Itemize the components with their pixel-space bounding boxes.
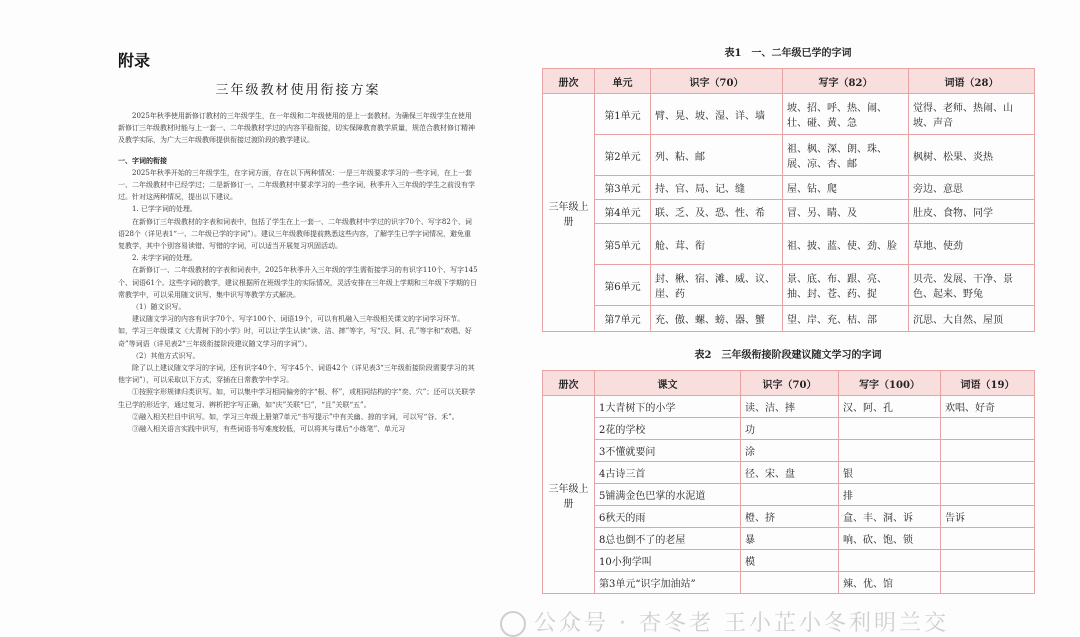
- column-header: 识字（70）: [741, 371, 839, 396]
- grade-cell: 三年级上册: [543, 94, 595, 332]
- table-row: [543, 224, 1035, 265]
- unit-cell: 第3单元: [595, 176, 651, 200]
- shi-cell: 模: [741, 550, 839, 572]
- table1-caption: 表1 一、二年级已学的字词: [724, 48, 852, 59]
- xie-cell: 银: [839, 462, 941, 484]
- sub-heading: （1）随文识写。: [132, 303, 186, 312]
- table-row: [543, 200, 1035, 224]
- shi-cell: 充、傲、螺、螃、器、蟹: [651, 306, 783, 332]
- lesson-cell: 2花的学校: [595, 418, 741, 440]
- lesson-cell: 10小狗学叫: [595, 550, 741, 572]
- table1: [542, 68, 1035, 332]
- body-paragraph: ①按照字形规律归类识写。如，可以集中学习相同偏旁的字“根、杯”，或相同结构的字“奕、穴”；还可以关联学生已学的形近字，通过复习、辨析把字写正确，如“庆”关联“巳”，“且”关联“五”。: [118, 388, 476, 409]
- ci-cell: [941, 418, 1035, 440]
- tables-page: [542, 0, 1034, 594]
- shi-cell: 读、洁、摔: [741, 396, 839, 418]
- unit-cell: 第1单元: [595, 94, 651, 135]
- table-row: [543, 484, 1035, 506]
- body-paragraph: 除了以上建议随文学习的字词，还有识字40个、写字45个、词语42个（详见表3“三年级衔接阶段需要学习的其他字词”），可以采取以下方式，穿插在日常教学中学习。: [118, 364, 475, 385]
- unit-cell: 第7单元: [595, 306, 651, 332]
- xie-cell: 祖、披、蓝、使、劲、脸: [783, 224, 909, 265]
- table-row: [543, 440, 1035, 462]
- lesson-cell: 第3单元“识字加油站”: [595, 572, 741, 594]
- lesson-cell: 3不懂就要问: [595, 440, 741, 462]
- shi-cell: 暴: [741, 528, 839, 550]
- body-paragraph: 2025年秋季开始的三年级学生，在字词方面，存在以下两种情况：一是三年级要求学习的一些字词，在上一套一、二年级教材中已经学过；二是新修订一、二年级教材中要求学习的一些字词，秋季升入三年级的学生之前没有学过。针对这两种情况，提出以下建议。: [118, 168, 475, 202]
- xie-cell: 辣、优、馆: [839, 572, 941, 594]
- column-header: 册次: [543, 371, 595, 396]
- table-row: [543, 418, 1035, 440]
- wechat-icon: [500, 611, 526, 637]
- xie-cell: [839, 440, 941, 462]
- document-title: 三年级教材使用衔接方案: [215, 83, 381, 98]
- body-paragraph: ③融入相关语言实践中识写，有些词语书写难度较低，可以将其与课后“小练笔”、单元习: [132, 425, 406, 434]
- unit-cell: 第4单元: [595, 200, 651, 224]
- table-row: [543, 306, 1035, 332]
- lesson-cell: 6秋天的雨: [595, 506, 741, 528]
- ci-cell: 肚皮、食物、同学: [909, 200, 1035, 224]
- table-row: [543, 135, 1035, 176]
- xie-cell: 盒、丰、洞、诉: [839, 506, 941, 528]
- table-row: [543, 396, 1035, 418]
- xie-cell: 望、岸、充、桔、部: [783, 306, 909, 332]
- watermark: [500, 606, 949, 637]
- unit-cell: 第2单元: [595, 135, 651, 176]
- body-paragraph: 在新修订三年级教材的字表和词表中，包括了学生在上一套一、二年级教材中学过的识字70个、写字82个、词语28个（详见表1“一、二年级已学的字词”）。建议三年级教师提前熟悉这些内容，了解学生已学字词情况，避免重复教学，其中个别容易读错、写错的字词，可以适当开展复习巩固活动。: [118, 217, 472, 251]
- table-row: [543, 506, 1035, 528]
- lesson-cell: 8总也倒不了的老屋: [595, 528, 741, 550]
- ci-cell: 觉得、老师、热闹、山坡、声音: [909, 94, 1035, 135]
- column-header: 册次: [543, 69, 595, 94]
- shi-cell: 涂: [741, 440, 839, 462]
- xie-cell: 屋、钻、爬: [783, 176, 909, 200]
- lesson-cell: 4古诗三首: [595, 462, 741, 484]
- body-paragraph: ②融入相关栏目中识写。如，学习三年级上册第7单元“书写提示”中有关幽、掠的字词，可以写“谷、禾”。: [132, 412, 459, 421]
- body-paragraph: 建议随文学习的内容有识字70个、写字100个、词语19个，可以有机融入三年级相关课文的字词学习环节。如，学习三年级课文《大青树下的小学》时，可以让学生认读“读、洁、摔”等字，写“汉、阿、孔”等字和“欢唱、好奇”等词语（详见表2“三年级衔接阶段建议随文学习的字词”）。: [118, 315, 472, 348]
- sub-heading: （2）其他方式识写。: [132, 351, 200, 360]
- sub-heading: 2. 未学字词的处理。: [132, 254, 197, 263]
- xie-cell: [839, 418, 941, 440]
- xie-cell: 响、砍、饱、锁: [839, 528, 941, 550]
- shi-cell: 联、乏、及、恐、性、希: [651, 200, 783, 224]
- column-header: 词语（28）: [909, 69, 1035, 94]
- shi-cell: 径、宋、盘: [741, 462, 839, 484]
- section-heading: 一、字词的衔接: [118, 155, 167, 165]
- ci-cell: [941, 550, 1035, 572]
- column-header: 写字（82）: [783, 69, 909, 94]
- ci-cell: 贝壳、发展、干净、景色、起来、野兔: [909, 265, 1035, 306]
- ci-cell: 告诉: [941, 506, 1035, 528]
- table-row: [543, 462, 1035, 484]
- column-header: 识字（70）: [651, 69, 783, 94]
- xie-cell: 冒、另、睛、及: [783, 200, 909, 224]
- ci-cell: 草地、使劲: [909, 224, 1035, 265]
- shi-cell: 橙、挤: [741, 506, 839, 528]
- ci-cell: [941, 484, 1035, 506]
- xie-cell: 坡、招、呼、热、闹、壮、碰、黄、急: [783, 94, 909, 135]
- shi-cell: 舱、茸、衔: [651, 224, 783, 265]
- table-row: [543, 94, 1035, 135]
- xie-cell: 景、底、布、跟、亮、抽、封、苍、药、捉: [783, 265, 909, 306]
- table2-caption: 表2 三年级衔接阶段建议随文学习的字词: [694, 350, 882, 361]
- table-row: [543, 176, 1035, 200]
- column-header: 词语（19）: [941, 371, 1035, 396]
- lesson-cell: 5铺满金色巴掌的水泥道: [595, 484, 741, 506]
- shi-cell: 封、楸、宿、滩、威、议、崖、药: [651, 265, 783, 306]
- table-header-row: [543, 69, 1035, 94]
- column-header: 写字（100）: [839, 371, 941, 396]
- table-header-row: [543, 371, 1035, 396]
- shi-cell: [741, 572, 839, 594]
- appendix-page: [118, 48, 478, 435]
- ci-cell: [941, 440, 1035, 462]
- ci-cell: [941, 572, 1035, 594]
- ci-cell: [941, 462, 1035, 484]
- table-row: [543, 528, 1035, 550]
- sub-heading: 1. 已学字词的处理。: [132, 205, 197, 214]
- ci-cell: 旁边、意思: [909, 176, 1035, 200]
- intro-paragraph: 2025年秋季使用新修订教材的三年级学生，在一年级和二年级使用的是上一套教材。为确保三年级学生在使用新修订三年级教材时能与上一套一、二年级教材学过的内容平稳衔接，切实保障教育教学质量，规范合教材修订精神及教学实际，为广大三年级教师提供衔接过渡阶段的教学建议。: [118, 112, 475, 145]
- table-row: [543, 265, 1035, 306]
- xie-cell: 排: [839, 484, 941, 506]
- unit-cell: 第5单元: [595, 224, 651, 265]
- ci-cell: 枫树、松果、炎热: [909, 135, 1035, 176]
- shi-cell: 臂、晃、坡、湿、详、墙: [651, 94, 783, 135]
- ci-cell: 沉思、大自然、屋顶: [909, 306, 1035, 332]
- table2: [542, 370, 1035, 594]
- grade-cell: 三年级上册: [543, 396, 595, 594]
- column-header: 单元: [595, 69, 651, 94]
- shi-cell: 列、粘、邮: [651, 135, 783, 176]
- watermark-text: 公众号 · 杏冬老 王小芷小冬利明兰交: [534, 611, 949, 636]
- ci-cell: [941, 528, 1035, 550]
- lesson-cell: 1大青树下的小学: [595, 396, 741, 418]
- xie-cell: [839, 550, 941, 572]
- table-row: [543, 572, 1035, 594]
- xie-cell: 祖、枫、深、朗、珠、展、凉、杏、邮: [783, 135, 909, 176]
- shi-cell: [741, 484, 839, 506]
- body-paragraph: 在新修订一、二年级教材的字表和词表中，2025年秋季升入三年级的学生需衔接学习的有识字110个、写字145个、词语61个。这些字词的教学，建议根据所在班级学生的实际情况，灵活安排在三年级上学期和三年级下学期的日常教学中，可以采用随文识写、集中识写等教学方式解决。: [118, 266, 478, 299]
- shi-cell: 持、官、局、记、缝: [651, 176, 783, 200]
- appendix-heading: 附录: [118, 51, 151, 70]
- unit-cell: 第6单元: [595, 265, 651, 306]
- column-header: 课文: [595, 371, 741, 396]
- shi-cell: 功: [741, 418, 839, 440]
- ci-cell: 欢唱、好奇: [941, 396, 1035, 418]
- xie-cell: 汉、阿、孔: [839, 396, 941, 418]
- table-row: [543, 550, 1035, 572]
